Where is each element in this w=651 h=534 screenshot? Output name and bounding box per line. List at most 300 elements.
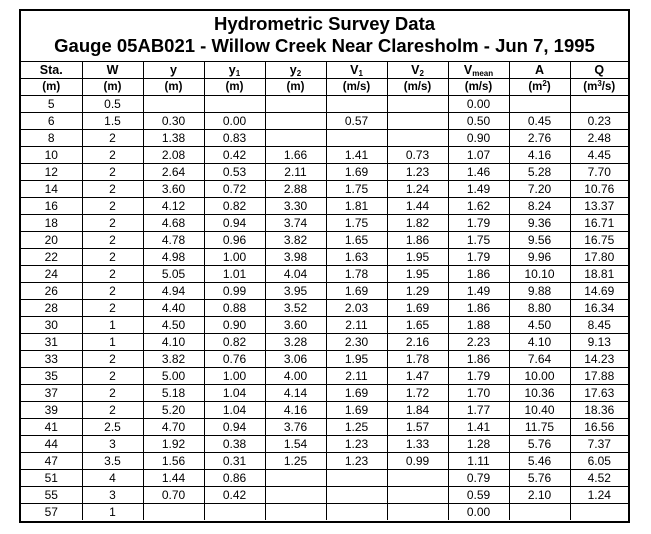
cell-y1: 0.00 bbox=[204, 113, 265, 130]
table-row bbox=[21, 470, 628, 487]
cell-w: 0.5 bbox=[82, 96, 143, 113]
cell-y1 bbox=[204, 96, 265, 113]
cell-w: 2 bbox=[82, 283, 143, 300]
cell-y: 1.92 bbox=[143, 436, 204, 453]
cell-a: 7.64 bbox=[509, 351, 570, 368]
cell-v2: 1.95 bbox=[387, 266, 448, 283]
cell-v1: 1.41 bbox=[326, 147, 387, 164]
cell-a: 9.36 bbox=[509, 215, 570, 232]
cell-a: 9.56 bbox=[509, 232, 570, 249]
cell-sta: 28 bbox=[21, 300, 82, 317]
cell-y1: 0.53 bbox=[204, 164, 265, 181]
cell-q bbox=[570, 96, 628, 113]
cell-y1: 1.04 bbox=[204, 385, 265, 402]
cell-q: 18.81 bbox=[570, 266, 628, 283]
cell-v2: 1.44 bbox=[387, 198, 448, 215]
cell-w: 2 bbox=[82, 164, 143, 181]
cell-y: 4.70 bbox=[143, 419, 204, 436]
header-y1 bbox=[204, 62, 265, 79]
cell-q: 4.52 bbox=[570, 470, 628, 487]
cell-v1: 0.57 bbox=[326, 113, 387, 130]
cell-y1: 0.94 bbox=[204, 215, 265, 232]
cell-y2: 3.52 bbox=[265, 300, 326, 317]
header-w bbox=[82, 62, 143, 79]
cell-y1: 1.00 bbox=[204, 368, 265, 385]
cell-w: 2 bbox=[82, 266, 143, 283]
cell-a: 8.24 bbox=[509, 198, 570, 215]
unit-v1: (m/s) bbox=[326, 79, 387, 96]
cell-w: 2 bbox=[82, 198, 143, 215]
cell-w: 3 bbox=[82, 487, 143, 504]
cell-w: 1.5 bbox=[82, 113, 143, 130]
unit-y: (m) bbox=[143, 79, 204, 96]
cell-a: 4.16 bbox=[509, 147, 570, 164]
cell-v2: 1.65 bbox=[387, 317, 448, 334]
cell-sta: 37 bbox=[21, 385, 82, 402]
cell-vmean: 1.62 bbox=[448, 198, 509, 215]
cell-a: 8.80 bbox=[509, 300, 570, 317]
header-label: y bbox=[170, 62, 177, 77]
cell-a: 10.00 bbox=[509, 368, 570, 385]
table-row bbox=[21, 232, 628, 249]
cell-y1: 0.94 bbox=[204, 419, 265, 436]
cell-vmean: 1.41 bbox=[448, 419, 509, 436]
cell-a: 10.36 bbox=[509, 385, 570, 402]
cell-v1 bbox=[326, 130, 387, 147]
cell-q: 16.56 bbox=[570, 419, 628, 436]
header-label: W bbox=[106, 62, 119, 77]
cell-y bbox=[143, 96, 204, 113]
header-vmean bbox=[448, 62, 509, 79]
cell-w: 2 bbox=[82, 385, 143, 402]
cell-vmean: 0.79 bbox=[448, 470, 509, 487]
cell-w: 2 bbox=[82, 147, 143, 164]
cell-w: 1 bbox=[82, 504, 143, 521]
cell-v2 bbox=[387, 504, 448, 521]
table-row bbox=[21, 504, 628, 521]
cell-y2: 3.74 bbox=[265, 215, 326, 232]
cell-a: 4.10 bbox=[509, 334, 570, 351]
cell-sta: 6 bbox=[21, 113, 82, 130]
sheet-subtitle: Gauge 05AB021 - Willow Creek Near Claresholm - Jun 7, 1995 bbox=[54, 35, 595, 56]
table-row bbox=[21, 487, 628, 504]
cell-vmean: 1.77 bbox=[448, 402, 509, 419]
unit-superscript: 2 bbox=[542, 78, 547, 88]
cell-y: 4.94 bbox=[143, 283, 204, 300]
cell-sta: 18 bbox=[21, 215, 82, 232]
cell-w: 2 bbox=[82, 300, 143, 317]
unit-vmean: (m/s) bbox=[448, 79, 509, 96]
cell-q: 17.88 bbox=[570, 368, 628, 385]
cell-vmean: 0.59 bbox=[448, 487, 509, 504]
cell-a: 5.76 bbox=[509, 470, 570, 487]
unit-sta: (m) bbox=[21, 79, 82, 96]
cell-y1 bbox=[204, 504, 265, 521]
header-q bbox=[570, 62, 628, 79]
cell-w: 2 bbox=[82, 351, 143, 368]
cell-w: 2 bbox=[82, 249, 143, 266]
header-subscript: 1 bbox=[358, 68, 363, 78]
cell-y: 3.82 bbox=[143, 351, 204, 368]
cell-y2 bbox=[265, 504, 326, 521]
cell-q: 16.34 bbox=[570, 300, 628, 317]
cell-y: 5.18 bbox=[143, 385, 204, 402]
cell-y1: 1.01 bbox=[204, 266, 265, 283]
cell-v2 bbox=[387, 113, 448, 130]
cell-sta: 44 bbox=[21, 436, 82, 453]
cell-y: 5.20 bbox=[143, 402, 204, 419]
cell-a: 10.10 bbox=[509, 266, 570, 283]
cell-w: 2 bbox=[82, 402, 143, 419]
cell-sta: 22 bbox=[21, 249, 82, 266]
cell-v2 bbox=[387, 470, 448, 487]
cell-q: 9.13 bbox=[570, 334, 628, 351]
unit-y1: (m) bbox=[204, 79, 265, 96]
cell-v2: 1.24 bbox=[387, 181, 448, 198]
table-row bbox=[21, 351, 628, 368]
cell-q: 14.69 bbox=[570, 283, 628, 300]
cell-y: 5.05 bbox=[143, 266, 204, 283]
cell-sta: 26 bbox=[21, 283, 82, 300]
cell-v1: 1.69 bbox=[326, 402, 387, 419]
survey-sheet bbox=[19, 9, 630, 523]
cell-y2: 4.04 bbox=[265, 266, 326, 283]
cell-sta: 24 bbox=[21, 266, 82, 283]
cell-y2 bbox=[265, 470, 326, 487]
cell-y2: 1.54 bbox=[265, 436, 326, 453]
cell-vmean: 1.49 bbox=[448, 283, 509, 300]
cell-y2 bbox=[265, 130, 326, 147]
cell-sta: 55 bbox=[21, 487, 82, 504]
cell-v1 bbox=[326, 470, 387, 487]
cell-w: 1 bbox=[82, 317, 143, 334]
cell-w: 4 bbox=[82, 470, 143, 487]
table-row bbox=[21, 436, 628, 453]
cell-y2: 3.95 bbox=[265, 283, 326, 300]
cell-y: 0.70 bbox=[143, 487, 204, 504]
header-label: Sta. bbox=[39, 62, 63, 77]
cell-v1: 1.75 bbox=[326, 215, 387, 232]
table-row bbox=[21, 453, 628, 470]
cell-sta: 8 bbox=[21, 130, 82, 147]
cell-v2: 1.95 bbox=[387, 249, 448, 266]
header-label: V bbox=[463, 62, 473, 77]
cell-vmean: 1.86 bbox=[448, 266, 509, 283]
table-row bbox=[21, 215, 628, 232]
table-row bbox=[21, 181, 628, 198]
cell-y: 4.12 bbox=[143, 198, 204, 215]
cell-v2: 1.69 bbox=[387, 300, 448, 317]
cell-w: 2 bbox=[82, 215, 143, 232]
cell-y1: 0.72 bbox=[204, 181, 265, 198]
unit-a: $(m^2)$ bbox=[509, 79, 570, 96]
cell-v1: 1.25 bbox=[326, 419, 387, 436]
cell-v2: 1.57 bbox=[387, 419, 448, 436]
cell-v1: 1.69 bbox=[326, 164, 387, 181]
cell-y2 bbox=[265, 113, 326, 130]
cell-sta: 31 bbox=[21, 334, 82, 351]
sheet-title: Hydrometric Survey Data bbox=[213, 13, 436, 34]
table-row bbox=[21, 198, 628, 215]
cell-vmean: 0.90 bbox=[448, 130, 509, 147]
cell-vmean: 1.49 bbox=[448, 181, 509, 198]
cell-y1: 0.38 bbox=[204, 436, 265, 453]
cell-q: 14.23 bbox=[570, 351, 628, 368]
cell-vmean: 1.07 bbox=[448, 147, 509, 164]
cell-q: 8.45 bbox=[570, 317, 628, 334]
cell-v1: 1.23 bbox=[326, 453, 387, 470]
header-label: y bbox=[289, 62, 297, 77]
cell-q: 13.37 bbox=[570, 198, 628, 215]
cell-y1: 0.82 bbox=[204, 198, 265, 215]
cell-q: 18.36 bbox=[570, 402, 628, 419]
cell-y: 2.64 bbox=[143, 164, 204, 181]
header-subscript: 2 bbox=[419, 68, 424, 78]
cell-y1: 1.00 bbox=[204, 249, 265, 266]
cell-y2: 4.00 bbox=[265, 368, 326, 385]
cell-y1: 0.88 bbox=[204, 300, 265, 317]
cell-vmean: 1.86 bbox=[448, 351, 509, 368]
cell-vmean: 1.79 bbox=[448, 368, 509, 385]
cell-v1: 1.69 bbox=[326, 283, 387, 300]
cell-v2: 1.23 bbox=[387, 164, 448, 181]
cell-v1: 1.78 bbox=[326, 266, 387, 283]
cell-sta: 51 bbox=[21, 470, 82, 487]
cell-vmean: 2.23 bbox=[448, 334, 509, 351]
header-v2 bbox=[387, 62, 448, 79]
cell-y1: 1.04 bbox=[204, 402, 265, 419]
cell-sta: 41 bbox=[21, 419, 82, 436]
table-row bbox=[21, 402, 628, 419]
cell-y: 4.40 bbox=[143, 300, 204, 317]
cell-a: 2.10 bbox=[509, 487, 570, 504]
table-row bbox=[21, 164, 628, 181]
cell-y2: 3.82 bbox=[265, 232, 326, 249]
cell-v1: 1.69 bbox=[326, 385, 387, 402]
header-a bbox=[509, 62, 570, 79]
cell-q: 4.45 bbox=[570, 147, 628, 164]
cell-y: 3.60 bbox=[143, 181, 204, 198]
cell-y2: 4.14 bbox=[265, 385, 326, 402]
cell-y1: 0.99 bbox=[204, 283, 265, 300]
cell-y1: 0.86 bbox=[204, 470, 265, 487]
cell-a: 4.50 bbox=[509, 317, 570, 334]
cell-a bbox=[509, 504, 570, 521]
table-row bbox=[21, 113, 628, 130]
header-y2 bbox=[265, 62, 326, 79]
table-row bbox=[21, 266, 628, 283]
cell-y: 0.30 bbox=[143, 113, 204, 130]
cell-y2 bbox=[265, 96, 326, 113]
cell-q bbox=[570, 504, 628, 521]
unit-y2: (m) bbox=[265, 79, 326, 96]
cell-v2: 2.16 bbox=[387, 334, 448, 351]
cell-v2: 1.47 bbox=[387, 368, 448, 385]
cell-a: 5.76 bbox=[509, 436, 570, 453]
cell-v1 bbox=[326, 504, 387, 521]
cell-a: 0.45 bbox=[509, 113, 570, 130]
cell-q: 16.75 bbox=[570, 232, 628, 249]
cell-v2: 1.72 bbox=[387, 385, 448, 402]
cell-y2: 3.60 bbox=[265, 317, 326, 334]
cell-vmean: 0.50 bbox=[448, 113, 509, 130]
cell-q: 7.70 bbox=[570, 164, 628, 181]
cell-y2: 2.11 bbox=[265, 164, 326, 181]
table-row bbox=[21, 96, 628, 113]
cell-a: 11.75 bbox=[509, 419, 570, 436]
cell-vmean: 1.70 bbox=[448, 385, 509, 402]
cell-v1: 1.95 bbox=[326, 351, 387, 368]
cell-sta: 12 bbox=[21, 164, 82, 181]
cell-a: 5.46 bbox=[509, 453, 570, 470]
cell-y: 2.08 bbox=[143, 147, 204, 164]
cell-y1: 0.42 bbox=[204, 487, 265, 504]
cell-w: 3 bbox=[82, 436, 143, 453]
cell-q: 2.48 bbox=[570, 130, 628, 147]
cell-a bbox=[509, 96, 570, 113]
cell-v2: 0.73 bbox=[387, 147, 448, 164]
cell-sta: 14 bbox=[21, 181, 82, 198]
cell-q: 17.80 bbox=[570, 249, 628, 266]
table-row bbox=[21, 368, 628, 385]
cell-v1: 2.11 bbox=[326, 317, 387, 334]
cell-y1: 0.31 bbox=[204, 453, 265, 470]
cell-a: 5.28 bbox=[509, 164, 570, 181]
header-label: V bbox=[411, 62, 420, 77]
cell-y1: 0.96 bbox=[204, 232, 265, 249]
header-label: y bbox=[228, 62, 236, 77]
cell-y2: 1.66 bbox=[265, 147, 326, 164]
cell-y1: 0.83 bbox=[204, 130, 265, 147]
cell-q: 1.24 bbox=[570, 487, 628, 504]
table-row bbox=[21, 317, 628, 334]
cell-y2: 1.25 bbox=[265, 453, 326, 470]
cell-v1: 2.30 bbox=[326, 334, 387, 351]
cell-w: 3.5 bbox=[82, 453, 143, 470]
cell-vmean: 1.79 bbox=[448, 215, 509, 232]
cell-y: 4.68 bbox=[143, 215, 204, 232]
table-row bbox=[21, 130, 628, 147]
cell-a: 7.20 bbox=[509, 181, 570, 198]
cell-y2: 4.16 bbox=[265, 402, 326, 419]
cell-v2 bbox=[387, 96, 448, 113]
cell-v2: 0.99 bbox=[387, 453, 448, 470]
cell-v2: 1.86 bbox=[387, 232, 448, 249]
cell-sta: 35 bbox=[21, 368, 82, 385]
cell-y2: 3.28 bbox=[265, 334, 326, 351]
cell-w: 2.5 bbox=[82, 419, 143, 436]
header-y bbox=[143, 62, 204, 79]
cell-sta: 10 bbox=[21, 147, 82, 164]
table-row bbox=[21, 300, 628, 317]
cell-a: 10.40 bbox=[509, 402, 570, 419]
header-label: A bbox=[534, 62, 545, 77]
header-subscript: 2 bbox=[296, 68, 302, 78]
cell-v1: 1.81 bbox=[326, 198, 387, 215]
cell-q: 7.37 bbox=[570, 436, 628, 453]
cell-w: 1 bbox=[82, 334, 143, 351]
cell-w: 2 bbox=[82, 130, 143, 147]
cell-v1: 2.03 bbox=[326, 300, 387, 317]
cell-vmean: 1.11 bbox=[448, 453, 509, 470]
table-row bbox=[21, 385, 628, 402]
cell-sta: 39 bbox=[21, 402, 82, 419]
cell-a: 2.76 bbox=[509, 130, 570, 147]
cell-sta: 16 bbox=[21, 198, 82, 215]
cell-y2 bbox=[265, 487, 326, 504]
cell-v2: 1.29 bbox=[387, 283, 448, 300]
cell-y2: 2.88 bbox=[265, 181, 326, 198]
cell-y1: 0.42 bbox=[204, 147, 265, 164]
cell-sta: 30 bbox=[21, 317, 82, 334]
unit-superscript: 3 bbox=[597, 78, 602, 88]
cell-y: 4.50 bbox=[143, 317, 204, 334]
cell-vmean: 0.00 bbox=[448, 96, 509, 113]
cell-y1: 0.76 bbox=[204, 351, 265, 368]
cell-vmean: 1.46 bbox=[448, 164, 509, 181]
cell-sta: 5 bbox=[21, 96, 82, 113]
table-row bbox=[21, 283, 628, 300]
cell-vmean: 1.75 bbox=[448, 232, 509, 249]
cell-vmean: 1.79 bbox=[448, 249, 509, 266]
cell-v1: 1.75 bbox=[326, 181, 387, 198]
cell-y: 1.38 bbox=[143, 130, 204, 147]
cell-y2: 3.30 bbox=[265, 198, 326, 215]
header-sta bbox=[21, 62, 82, 79]
unit-v2: (m/s) bbox=[387, 79, 448, 96]
header-label: V bbox=[350, 62, 359, 77]
cell-q: 6.05 bbox=[570, 453, 628, 470]
unit-q: $(m^3/s)$ bbox=[570, 79, 628, 96]
units-row bbox=[21, 79, 628, 96]
cell-y: 4.10 bbox=[143, 334, 204, 351]
cell-a: 9.96 bbox=[509, 249, 570, 266]
cell-a: 9.88 bbox=[509, 283, 570, 300]
cell-v2: 1.33 bbox=[387, 436, 448, 453]
header-label: Q bbox=[594, 62, 605, 77]
cell-y2: 3.06 bbox=[265, 351, 326, 368]
cell-v2: 1.82 bbox=[387, 215, 448, 232]
cell-y: 1.56 bbox=[143, 453, 204, 470]
cell-w: 2 bbox=[82, 368, 143, 385]
cell-v1: 1.23 bbox=[326, 436, 387, 453]
survey-table bbox=[21, 61, 628, 520]
header-row bbox=[21, 62, 628, 79]
cell-v1: 1.63 bbox=[326, 249, 387, 266]
cell-sta: 20 bbox=[21, 232, 82, 249]
cell-y: 1.44 bbox=[143, 470, 204, 487]
cell-v2 bbox=[387, 130, 448, 147]
cell-q: 0.23 bbox=[570, 113, 628, 130]
cell-y: 4.78 bbox=[143, 232, 204, 249]
cell-y: 5.00 bbox=[143, 368, 204, 385]
cell-vmean: 1.86 bbox=[448, 300, 509, 317]
cell-w: 2 bbox=[82, 181, 143, 198]
cell-q: 17.63 bbox=[570, 385, 628, 402]
cell-sta: 33 bbox=[21, 351, 82, 368]
cell-v1: 2.11 bbox=[326, 368, 387, 385]
cell-vmean: 1.88 bbox=[448, 317, 509, 334]
cell-v1 bbox=[326, 96, 387, 113]
unit-w: (m) bbox=[82, 79, 143, 96]
cell-v1 bbox=[326, 487, 387, 504]
cell-y1: 0.90 bbox=[204, 317, 265, 334]
cell-y: 4.98 bbox=[143, 249, 204, 266]
cell-w: 2 bbox=[82, 232, 143, 249]
cell-y2: 3.76 bbox=[265, 419, 326, 436]
cell-sta: 47 bbox=[21, 453, 82, 470]
cell-q: 16.71 bbox=[570, 215, 628, 232]
